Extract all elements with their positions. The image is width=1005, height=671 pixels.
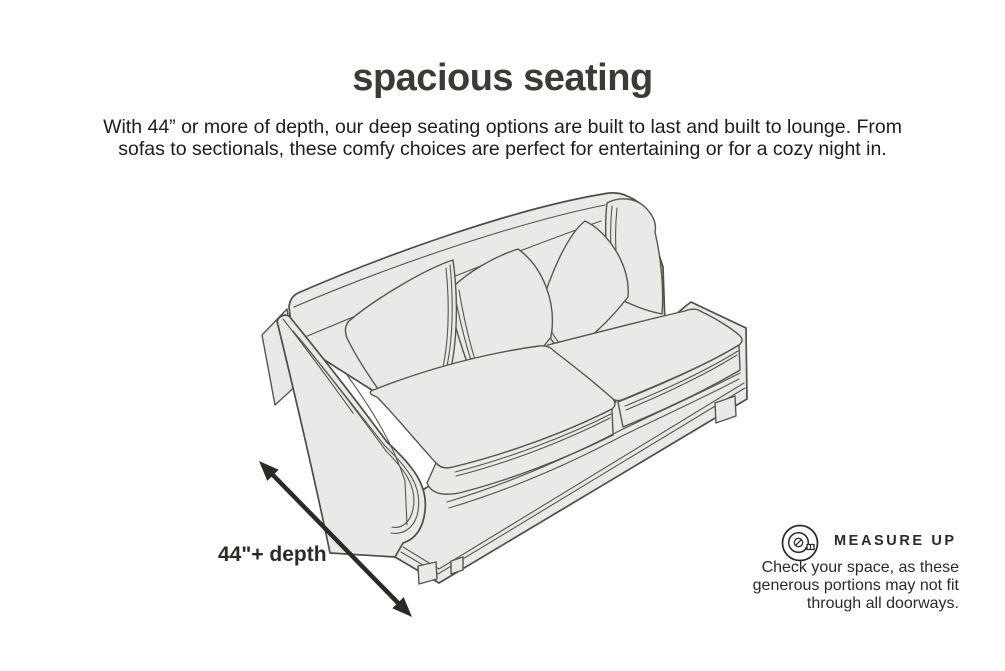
measure-up-note	[719, 559, 959, 613]
intro-line-1: With 44” or more of depth, our deep seating options are built to last and built to lounge. From	[103, 116, 902, 138]
measure-up-note-line-2: generous portions may not fit	[752, 577, 959, 594]
page-title: spacious seating	[352, 57, 653, 99]
depth-arrow	[243, 450, 433, 630]
measure-up-note-line-1: Check your space, as these	[761, 559, 959, 576]
tape-measure-icon	[780, 523, 820, 563]
intro-line-2: sofas to sectionals, these comfy choices are perfect for entertaining or for a cozy night in.	[118, 138, 887, 160]
depth-label: 44"+ depth	[218, 543, 327, 566]
intro-paragraph	[0, 116, 1005, 160]
measure-up-note-line-3: through all doorways.	[806, 595, 959, 612]
measure-up-title: MEASURE UP	[834, 533, 957, 549]
